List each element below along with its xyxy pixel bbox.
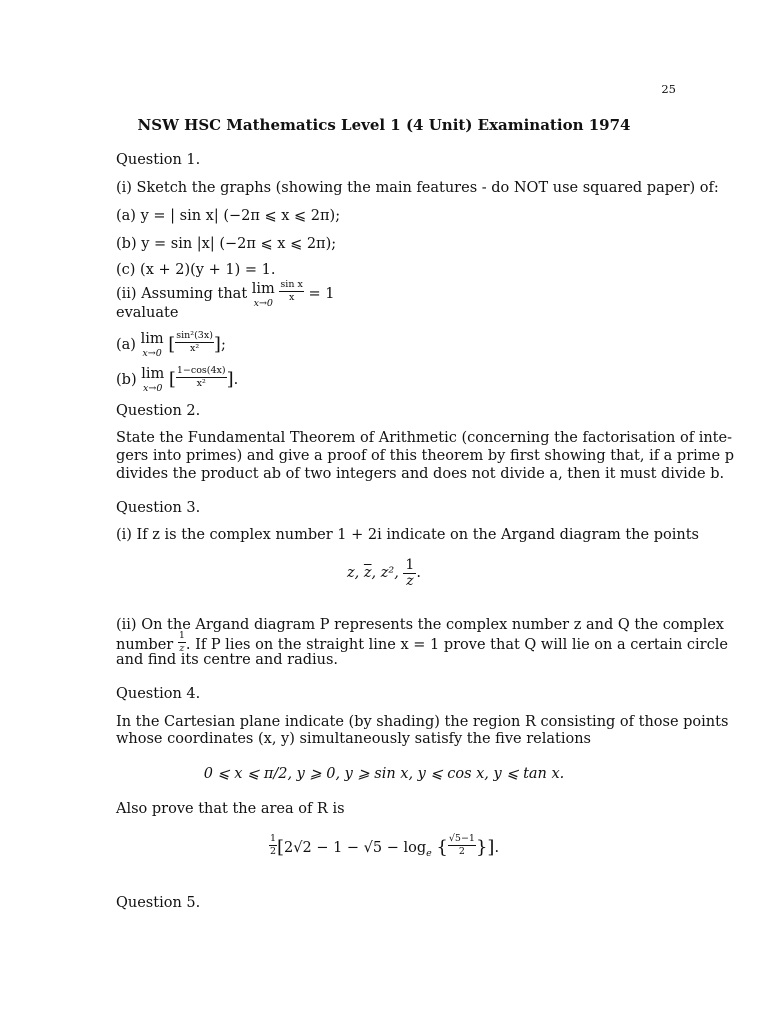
fraction-numerator: 1 <box>269 833 276 844</box>
sin-squared-fraction <box>175 331 214 353</box>
fraction-denominator: x² <box>189 342 200 354</box>
q3-part-ii-line-1: (ii) On the Argand diagram P represents the complex number z and Q the complex <box>116 617 724 633</box>
q4-relations: 0 ⩽ x ⩽ π/2, y ⩾ 0, y ⩾ sin x, y ⩽ cos x, y ⩽ tan x. <box>203 766 565 782</box>
fraction-numerator: sin²(3x) <box>176 330 213 341</box>
fraction-denominator: x <box>288 291 295 303</box>
q3-part-i: (i) If z is the complex number 1 + 2i indicate on the Argand diagram the points <box>116 527 700 543</box>
fraction-denominator: 2 <box>458 845 465 857</box>
golden-fraction <box>448 834 476 856</box>
q1-ii-prefix: (ii) Assuming that <box>116 286 248 302</box>
right-bracket: ] <box>226 369 234 390</box>
q1-part-i: (i) Sketch the graphs (showing the main features - do NOT use squared paper) of: <box>116 180 719 196</box>
q2-line-3: divides the product ab of two integers and does not divide a, then it must divide b. <box>116 466 725 482</box>
q4-heading: Question 4. <box>116 686 201 702</box>
limit-operator <box>141 367 164 393</box>
q2-line-1: State the Fundamental Theorem of Arithmetic (concerning the factorisation of inte- <box>116 430 732 446</box>
q2-heading: Question 2. <box>116 403 201 419</box>
log-base: e <box>426 847 432 859</box>
left-bracket: [ <box>168 369 176 390</box>
q1-heading: Question 1. <box>116 152 201 168</box>
sinx-over-x-fraction <box>279 280 303 302</box>
q1-part-b: (b) y = sin |x| (−2π ⩽ x ⩽ 2π); <box>116 236 337 252</box>
right-bracket: ] <box>487 837 495 858</box>
q3-heading: Question 3. <box>116 500 201 516</box>
area-expression: 2√2 − 1 − √5 − log <box>284 840 427 856</box>
formula-end: . <box>494 840 500 856</box>
z-conjugate: $\overline{z}$ <box>363 565 372 582</box>
one-over-z-fraction <box>403 558 416 588</box>
q1-part-a: (a) y = | sin x| (−2π ⩽ x ⩽ 2π); <box>116 208 341 224</box>
q4-line-1: In the Cartesian plane indicate (by shading) the region R consisting of those points <box>116 714 729 730</box>
limit-text: lim <box>251 281 275 297</box>
q4-area-formula <box>0 833 768 859</box>
q1-part-c: (c) (x + 2)(y + 1) = 1. <box>116 262 276 278</box>
q1-ii-rhs: = 1 <box>308 286 335 302</box>
q4-area-intro: Also prove that the area of R is <box>116 801 345 817</box>
limit-operator <box>141 332 164 358</box>
limit-subscript: x→0 <box>143 382 163 394</box>
left-bracket: [ <box>276 837 285 858</box>
one-half-fraction <box>269 834 277 856</box>
fraction-numerator: sin x <box>280 279 303 290</box>
fraction-numerator: √5−1 <box>448 833 475 844</box>
q4-line-2: whose coordinates (x, y) simultaneously satisfy the five relations <box>116 731 591 747</box>
fraction-numerator: 1−cos(4x) <box>176 365 226 376</box>
one-over-z-small-fraction <box>178 631 186 653</box>
limit-subscript: x→0 <box>142 347 162 359</box>
fraction-denominator: 2 <box>269 845 276 857</box>
fraction-denominator: z <box>179 642 185 654</box>
points-prefix: z, <box>347 565 364 582</box>
cosine-fraction <box>176 366 227 388</box>
fraction-denominator: z <box>406 572 414 589</box>
q5-heading: Question 5. <box>116 895 201 911</box>
points-end: . <box>416 565 421 582</box>
q3-part-ii-line-3: and find its centre and radius. <box>116 652 339 668</box>
q1-evaluate-b-label: (b) <box>116 372 137 388</box>
q1-evaluate: evaluate <box>116 305 179 321</box>
fraction-numerator: 1 <box>178 630 185 641</box>
limit-text: lim <box>141 366 165 382</box>
right-bracket: ] <box>213 334 221 355</box>
q1-evaluate-b <box>116 365 239 394</box>
q3-ii-prefix: number <box>116 637 174 653</box>
limit-subscript: x→0 <box>253 297 273 309</box>
points-mid: , z², <box>371 565 404 582</box>
left-bracket: [ <box>168 334 176 355</box>
q1-evaluate-a-label: (a) <box>116 337 136 353</box>
right-brace: } <box>475 837 488 858</box>
page-number: 25 <box>661 82 676 96</box>
left-brace: { <box>436 837 448 858</box>
q1-evaluate-b-end: . <box>233 372 239 388</box>
q1-evaluate-a-end: ; <box>220 337 226 353</box>
limit-text: lim <box>140 331 164 347</box>
page-title: NSW HSC Mathematics Level 1 (4 Unit) Examination 1974 <box>137 116 631 134</box>
fraction-denominator: x² <box>196 377 206 389</box>
q1-evaluate-a <box>116 330 226 359</box>
q2-line-2: gers into primes) and give a proof of this theorem by first showing that, if a prime p <box>116 448 735 464</box>
limit-operator <box>252 282 275 308</box>
q3-points <box>0 558 768 588</box>
q3-ii-suffix: . If P lies on the straight line x = 1 prove that Q will lie on a certain circle <box>185 637 728 653</box>
fraction-numerator: 1 <box>405 557 415 573</box>
